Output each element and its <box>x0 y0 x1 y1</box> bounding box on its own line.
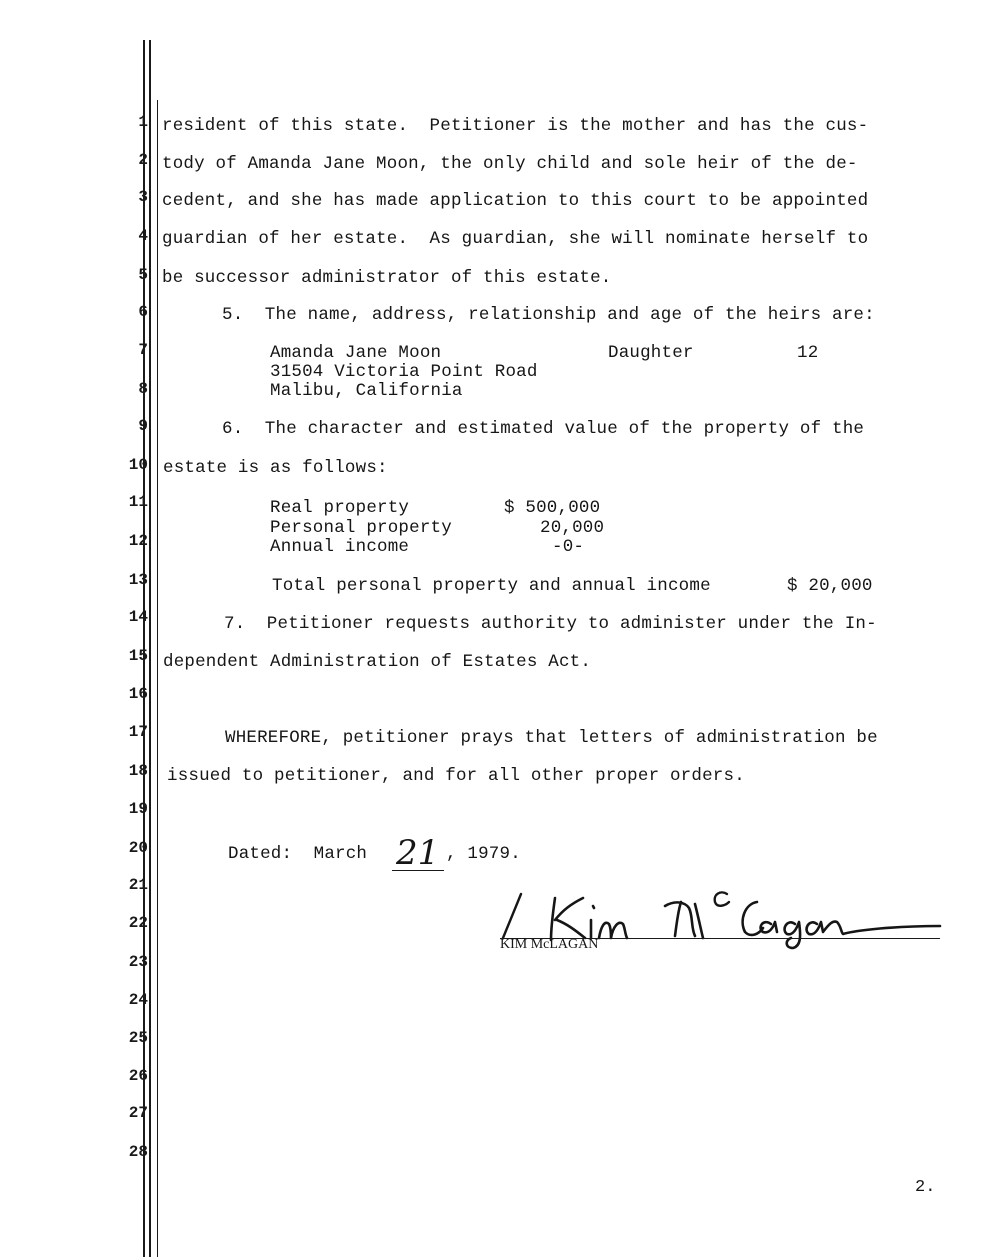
margin-rule-body <box>157 100 158 1257</box>
line-number: 18 <box>128 762 148 780</box>
line-number: 27 <box>128 1104 148 1122</box>
margin-rule-left-inner <box>149 40 151 1257</box>
date-underline <box>392 870 444 871</box>
line-number: 16 <box>128 685 148 703</box>
line-number: 13 <box>128 571 148 589</box>
paragraph-5: 5. The name, address, relationship and age of the heirs are: <box>222 305 875 325</box>
signature-text: Kim McLagan <box>495 880 502 881</box>
line-number: 3 <box>138 188 148 206</box>
line-number: 7 <box>138 341 148 359</box>
line-number: 8 <box>138 380 148 398</box>
line-number: 28 <box>128 1143 148 1161</box>
line-number: 12 <box>128 532 148 550</box>
wherefore-line-cont: issued to petitioner, and for all other proper orders. <box>167 766 745 786</box>
line-number: 19 <box>128 800 148 818</box>
line-number: 10 <box>128 456 148 474</box>
line-number: 1 <box>138 113 148 131</box>
signer-typed-name: KIM McLAGAN <box>500 937 599 952</box>
page-number: 2. <box>915 1178 936 1197</box>
heir-relationship: Daughter <box>608 343 694 363</box>
line-number: 17 <box>128 723 148 741</box>
dated-year: , 1979. <box>446 844 521 864</box>
body-line: be successor administrator of this estate. <box>162 268 612 288</box>
paragraph-6: 6. The character and estimated value of the property of the <box>222 419 865 439</box>
line-number: 4 <box>138 227 148 245</box>
dated-day: 21 <box>396 833 440 872</box>
body-line: tody of Amanda Jane Moon, the only child and sole heir of the de- <box>162 154 858 174</box>
dated-label: Dated: March <box>228 844 368 864</box>
property-value: $ 500,000 <box>504 498 601 518</box>
line-number: 6 <box>138 303 148 321</box>
total-value: $ 20,000 <box>787 576 873 596</box>
paragraph-7-cont: dependent Administration of Estates Act. <box>163 652 592 672</box>
line-number: 15 <box>128 647 148 665</box>
heir-address-line2: Malibu, California <box>270 381 463 401</box>
property-label: Real property <box>270 498 410 518</box>
property-value: -0- <box>552 537 585 557</box>
line-number: 24 <box>128 991 148 1009</box>
line-number: 26 <box>128 1067 148 1085</box>
body-line: guardian of her estate. As guardian, she will nominate herself to <box>162 229 869 249</box>
heir-name: Amanda Jane Moon <box>270 343 442 363</box>
line-number: 25 <box>128 1029 148 1047</box>
total-label: Total personal property and annual income <box>272 576 711 596</box>
line-number: 20 <box>128 839 148 857</box>
line-number: 22 <box>128 914 148 932</box>
heir-address-line1: 31504 Victoria Point Road <box>270 362 538 382</box>
line-number: 14 <box>128 608 148 626</box>
body-line: cedent, and she has made application to this court to be appointed <box>162 191 869 211</box>
line-number: 2 <box>138 151 148 169</box>
line-number: 9 <box>138 417 148 435</box>
wherefore-line: WHEREFORE, petitioner prays that letters of administration be <box>225 728 878 748</box>
heir-age: 12 <box>797 343 819 363</box>
line-number: 23 <box>128 953 148 971</box>
line-number: 21 <box>128 876 148 894</box>
line-number: 5 <box>138 266 148 284</box>
property-label: Personal property <box>270 518 452 538</box>
property-value: 20,000 <box>540 518 605 538</box>
line-number: 11 <box>128 493 148 511</box>
property-label: Annual income <box>270 537 410 557</box>
paragraph-7: 7. Petitioner requests authority to administer under the In- <box>224 614 877 634</box>
body-line: resident of this state. Petitioner is the mother and has the cus- <box>162 116 869 136</box>
paragraph-6-cont: estate is as follows: <box>163 458 388 478</box>
